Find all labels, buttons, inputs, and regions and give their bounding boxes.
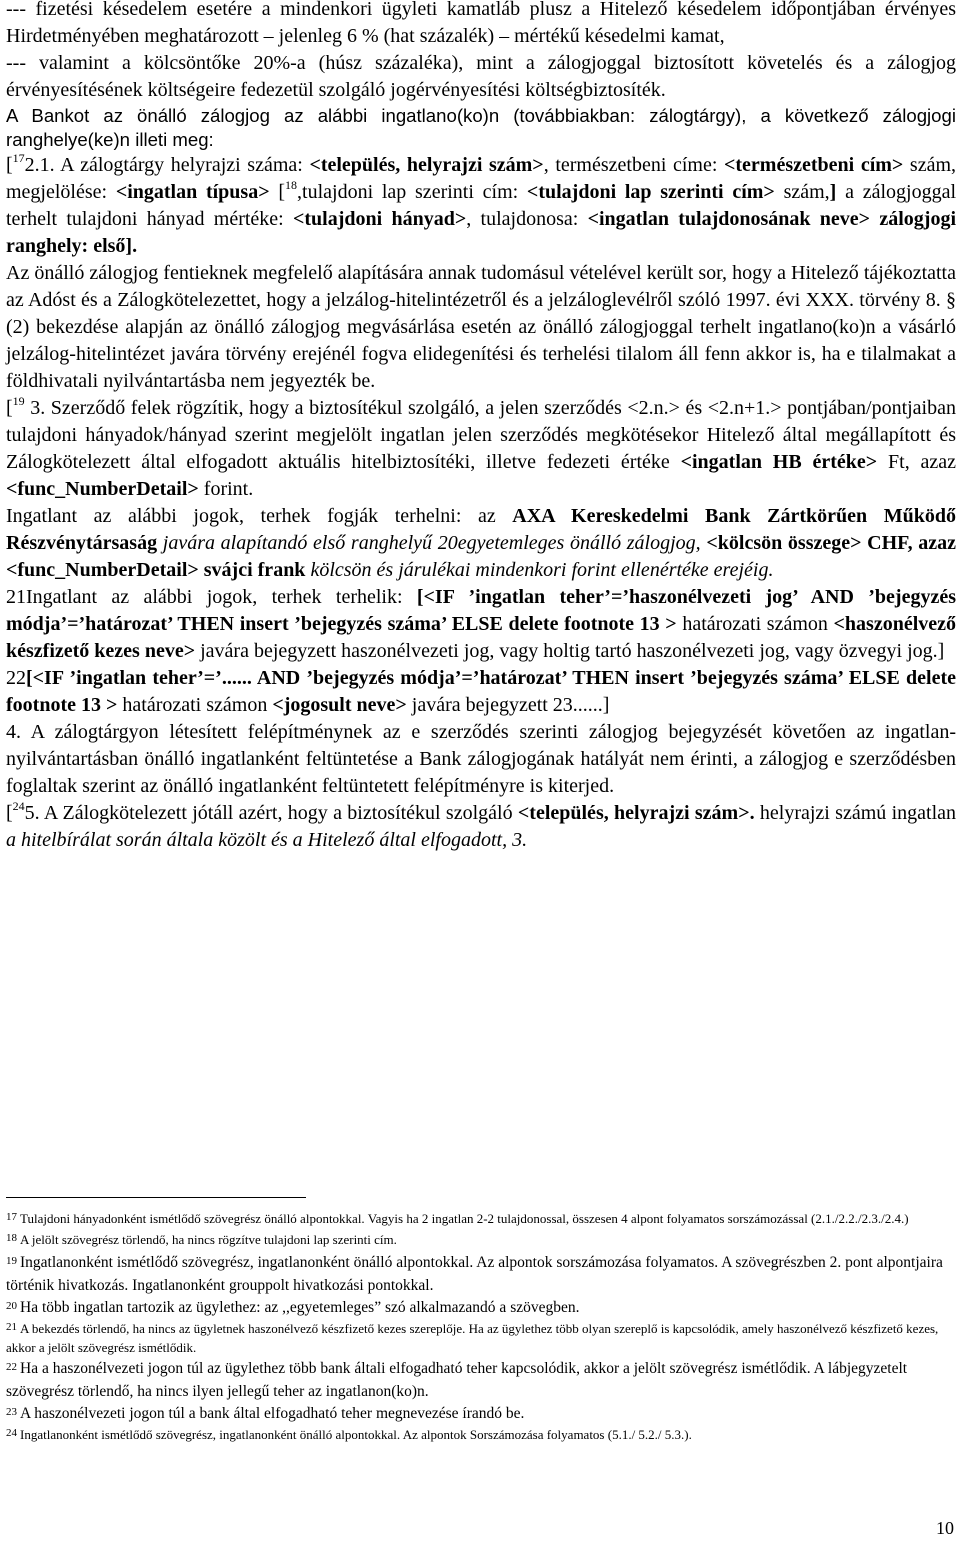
paragraph-late-interest: --- fizetési késedelem esetére a mindenkori ügyleti kamatláb plusz a Hitelező késedelem időpontjában érvényes Hirdetményében meghatározott – jelenleg 6 % (hat százalék) – mértékű késedelmi kamat, <box>6 0 956 47</box>
footnote-23: 23 A haszonélvezeti jogon túl a bank által elfogadható teher megnevezése írandó be. <box>6 1405 525 1422</box>
footnote-ref-19[interactable]: 19 <box>12 394 25 409</box>
body-text <box>6 0 956 854</box>
paragraph-guarantee: [$^{24}$5. A Zálogkötelezett jótáll azért, hogy a biztosítékul szolgáló <település, helyrajzi szám>. helyrajzi számú ingatlan a hitelbírálat során általa közölt és a Hitelező által elfogadott, 3. <box>6 799 957 851</box>
footnotes <box>6 1210 956 1447</box>
footnote-21: $^{21}$ A bekezdés törlendő, ha nincs az ügyletnek haszonélvező készfizető kezes szereplője. Ha az ügylethez több olyan szereplő is kapcsolódik, amely haszonélvező készfizető kezes, akkor a jelölt szövegrész ismétlődik. <box>6 1321 939 1355</box>
footnote-ref-24[interactable]: 24 <box>12 799 25 814</box>
paragraph-bank-lien: A Bankot az önálló zálogjog az alábbi ingatlano(ko)n (továbbiakban: zálogtárgy), a következő zálogjogi ranghelye(ke)n illeti meg: <box>6 105 956 150</box>
footnote-20: 20 Ha több ingatlan tartozik az ügylethez: az ,,egyetemleges” szó alkalmazandó a szövegben. <box>6 1299 580 1316</box>
footnote-18: $^{18}$ A jelölt szövegrész törlendő, ha nincs rögzítve tulajdoni lap szerinti cím. <box>6 1232 397 1247</box>
paragraph-usufruct: 21Ingatlant az alábbi jogok, terhek terhelik: [<IF ’ingatlan teher’=’haszonélvezeti jog’ AND ’bejegyzés módja’=’határozat’ THEN insert ’bejegyzés száma’ ELSE delete footnote 13 > határozati számon <haszonélvező készfizető kezes neve> javára bejegyzett haszonélvezeti jog, vagy holtig tartó haszonélvezeti jog, vagy özvegyi jog.] <box>6 586 957 662</box>
paragraph-cost-security: --- valamint a kölcsöntőke 20%-a (húsz százaléka), mint a zálogjoggal biztosított követelés és a zálogjog érvényesítésének költségeire fedezetül szolgáló jogérvényesítési költségbiztosíték. <box>6 52 956 101</box>
footnote-19: 19 Ingatlanonként ismétlődő szövegrész, ingatlanonként önálló alpontokkal. Az alpontok sorszámozása folyamatos. A szövegrészben 2. pont alpontjaira történik hivatkozás. Ingatlanonként grouppolt hivatkozási pontokkal. <box>6 1254 943 1294</box>
footnote-24: $^{24}$ Ingatlanonként ismétlődő szövegrész, ingatlanonként önálló alpontokkal. Az alpontok Sorszámozása folyamatos (5.1./ 5.2./ 5.3.). <box>6 1427 692 1442</box>
footnote-17: $^{17}$ Tulajdoni hányadonként ismétlődő szövegrész önálló alpontokkal. Vagyis ha 2 ingatlan 2-2 tulajdonossal, összesen 4 alpont folyamatos sorszámozással (2.1./2.2./2.3./2.4.) <box>6 1211 909 1226</box>
paragraph-future-encumbrances: Ingatlant az alábbi jogok, terhek fogják terhelni: az AXA Kereskedelmi Bank Zártkörűen Működő Részvénytársaság javára alapítandó első ranghelyű 20egyetemleges önálló zálogjog, <kölcsön összege> CHF, azaz <func_NumberDetail> svájci frank kölcsön és járulékai mindenkori forint ellenértéke erejéig. <box>6 505 957 581</box>
paragraph-collateral-value: [$^{19}$ 3. Szerződő felek rögzítik, hogy a biztosítékul szolgáló, a jelen szerződés <2.n.> és <2.n+1.> pontjában/pontjaiban tulajdoni hányadok/hányad szerint megjelölt ingatlan jelen szerződés megkötésekor Hitelező által megállapított és Zálogkötelezett által elfogadott aktuális hitelbiztosítéki, illetve fedezeti értéke <ingatlan HB értéke> Ft, azaz <func_NumberDetail> forint. <box>6 394 957 500</box>
paragraph-other-encumbrance: 22[<IF ’ingatlan teher’=’...... AND ’bejegyzés módja’=’határozat’ THEN insert ’bejegyzés száma’ ELSE delete footnote 13 > határozati számon <jogosult neve> javára bejegyzett 23......] <box>6 667 956 716</box>
footnote-separator <box>6 1197 306 1198</box>
footnote-ref-18[interactable]: 18 <box>285 178 298 193</box>
paragraph-collateral-details: [$^{17}$2.1. A zálogtárgy helyrajzi száma: <település, helyrajzi szám>, természetbeni címe: <természetbeni cím> szám, megjelölése: <ingatlan típusa> [$^{18}$,tulajdoni lap szerinti cím: <tulajdoni lap szerinti cím> szám,] a zálogjoggal terhelt tulajdoni hányad mértéke: <tulajdoni hányad>, tulajdonosa: <ingatlan tulajdonosának neve> zálogjogi ranghely: első]. <box>6 151 957 257</box>
paragraph-sale-prohibition: Az önálló zálogjog fentieknek megfelelő alapítására annak tudomásul vételével került sor, hogy a Hitelező tájékoztatta az Adóst és a Zálogkötelezettet, hogy a jelzálog-hitelintézetről és a jelzáloglevélről szóló 1997. évi XXX. törvény 8. § (2) bekezdése alapján az önálló zálogjog megvásárlása esetén az önálló zálogjoggal terhelt ingatlano(ko)n a vásárló jelzálog-hitelintézet javára törvény erejénél fogva elidegenítési és terhelési tilalom áll fenn akkor is, ha e tilalmakat a földhivatali nyilvántartásba nem jegyezték be. <box>6 262 956 392</box>
footnote-22: 22 Ha a haszonélvezeti jogon túl az ügylethez több bank általi elfogadható teher kapcsolódik, akkor a jelölt szövegrész ismétlődik. A lábjegyzetelt szövegrész törlendő, ha nincs ilyen jellegű teher az ingatlanon(ko)n. <box>6 1360 908 1400</box>
page-number: 10 <box>936 1518 954 1538</box>
footnote-ref-17[interactable]: 17 <box>12 151 25 166</box>
paragraph-superstructure: 4. A zálogtárgyon létesített felépítménynek az e szerződés szerinti zálogjog bejegyzését követően az ingatlan-nyilvántartásban önálló ingatlanként feltüntetése a Bank zálogjogának hatályát nem érinti, a zálogjog e szerződésben foglaltak szerint az önálló ingatlanként feltüntetett felépítményre is kiterjed. <box>6 721 956 797</box>
